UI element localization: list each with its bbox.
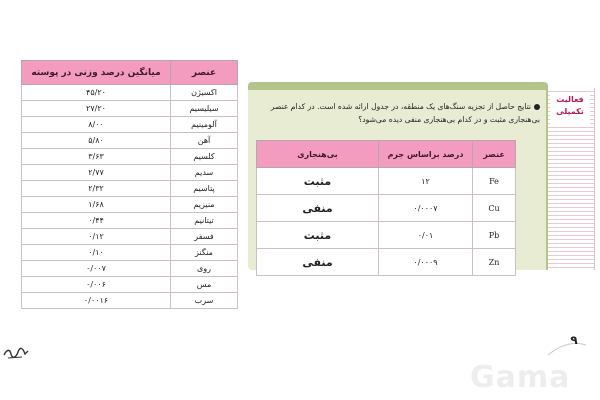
element-cell: سیلیسیم	[171, 101, 238, 117]
table-row	[22, 165, 238, 181]
mass-cell: ۱۲	[379, 168, 473, 195]
value-cell: ۵/۸۰	[22, 133, 171, 149]
table-row	[257, 168, 516, 195]
header-anomaly: بی‌هنجاری	[257, 141, 379, 168]
activity-label	[550, 92, 590, 124]
element-cell: Fe	[473, 168, 516, 195]
crust-elements-table	[21, 60, 238, 309]
value-cell: ۲/۷۷	[22, 165, 171, 181]
element-cell: Pb	[473, 222, 516, 249]
signature-mark	[2, 345, 30, 361]
table-row	[257, 249, 516, 276]
value-cell: ۰/۴۴	[22, 213, 171, 229]
table-row	[22, 213, 238, 229]
header-element: عنصر	[473, 141, 516, 168]
element-cell: تیتانیم	[171, 213, 238, 229]
table-row	[22, 245, 238, 261]
value-cell: ۰/۱۰	[22, 245, 171, 261]
table-row	[22, 197, 238, 213]
value-cell: ۱/۶۸	[22, 197, 171, 213]
value-cell: ۸/۰۰	[22, 117, 171, 133]
anomaly-cell: منفی	[257, 195, 379, 222]
header-element: عنصر	[171, 61, 238, 85]
activity-instruction	[256, 100, 540, 126]
activity-label-line1: فعالیت	[556, 95, 584, 104]
value-cell: ۲/۳۲	[22, 181, 171, 197]
anomaly-table	[256, 140, 516, 276]
table-row	[22, 149, 238, 165]
anomaly-cell: مثبت	[257, 222, 379, 249]
anomaly-cell: منفی	[257, 249, 379, 276]
value-cell: ۰/۰۰۷	[22, 261, 171, 277]
element-cell: کلسیم	[171, 149, 238, 165]
element-cell: منیزیم	[171, 197, 238, 213]
table-row	[22, 85, 238, 101]
activity-top-bar	[248, 82, 548, 90]
table-row	[22, 293, 238, 309]
element-cell: مس	[171, 277, 238, 293]
table-row	[22, 117, 238, 133]
element-cell: Cu	[473, 195, 516, 222]
instruction-text: نتایج حاصل از تجزیه سنگ‌های یک منطقه، در جدول ارائه شده است. در کدام عنصر بی‌هنجاری مثبت و در کدام بی‌هنجاری منفی دیده می‌شود؟	[270, 102, 540, 124]
table-row	[22, 101, 238, 117]
table-row	[22, 181, 238, 197]
table-row	[22, 261, 238, 277]
page-number: ۹	[570, 333, 578, 347]
value-cell: ۰/۱۲	[22, 229, 171, 245]
element-cell: روی	[171, 261, 238, 277]
anomaly-cell: مثبت	[257, 168, 379, 195]
value-cell: ۲۷/۲۰	[22, 101, 171, 117]
table-row	[22, 229, 238, 245]
element-cell: اکسیژن	[171, 85, 238, 101]
element-cell: فسفر	[171, 229, 238, 245]
element-cell: پتاسیم	[171, 181, 238, 197]
activity-label-line2: تکمیلی	[556, 107, 584, 116]
gama-watermark: Gama	[470, 360, 571, 395]
table-row	[22, 133, 238, 149]
table-row	[22, 277, 238, 293]
bullet-icon	[534, 104, 540, 110]
table-header-row	[257, 141, 516, 168]
table-header-row	[22, 61, 238, 85]
element-cell: سدیم	[171, 165, 238, 181]
header-average-percent: میانگین درصد وزنی در پوسته	[22, 61, 171, 85]
element-cell: آلومینیم	[171, 117, 238, 133]
value-cell: ۴۵/۲۰	[22, 85, 171, 101]
element-cell: Zn	[473, 249, 516, 276]
mass-cell: ۰/۰۱	[379, 222, 473, 249]
table-row	[257, 195, 516, 222]
complementary-activity-box	[248, 82, 592, 270]
value-cell: ۰/۰۰۶	[22, 277, 171, 293]
mass-cell: ۰/۰۰۰۹	[379, 249, 473, 276]
element-cell: سرب	[171, 293, 238, 309]
table-row	[257, 222, 516, 249]
value-cell: ۰/۰۰۱۶	[22, 293, 171, 309]
mass-cell: ۰/۰۰۰۷	[379, 195, 473, 222]
element-cell: منگنز	[171, 245, 238, 261]
element-cell: آهن	[171, 133, 238, 149]
header-mass-percent: درصد براساس جرم	[379, 141, 473, 168]
value-cell: ۳/۶۳	[22, 149, 171, 165]
